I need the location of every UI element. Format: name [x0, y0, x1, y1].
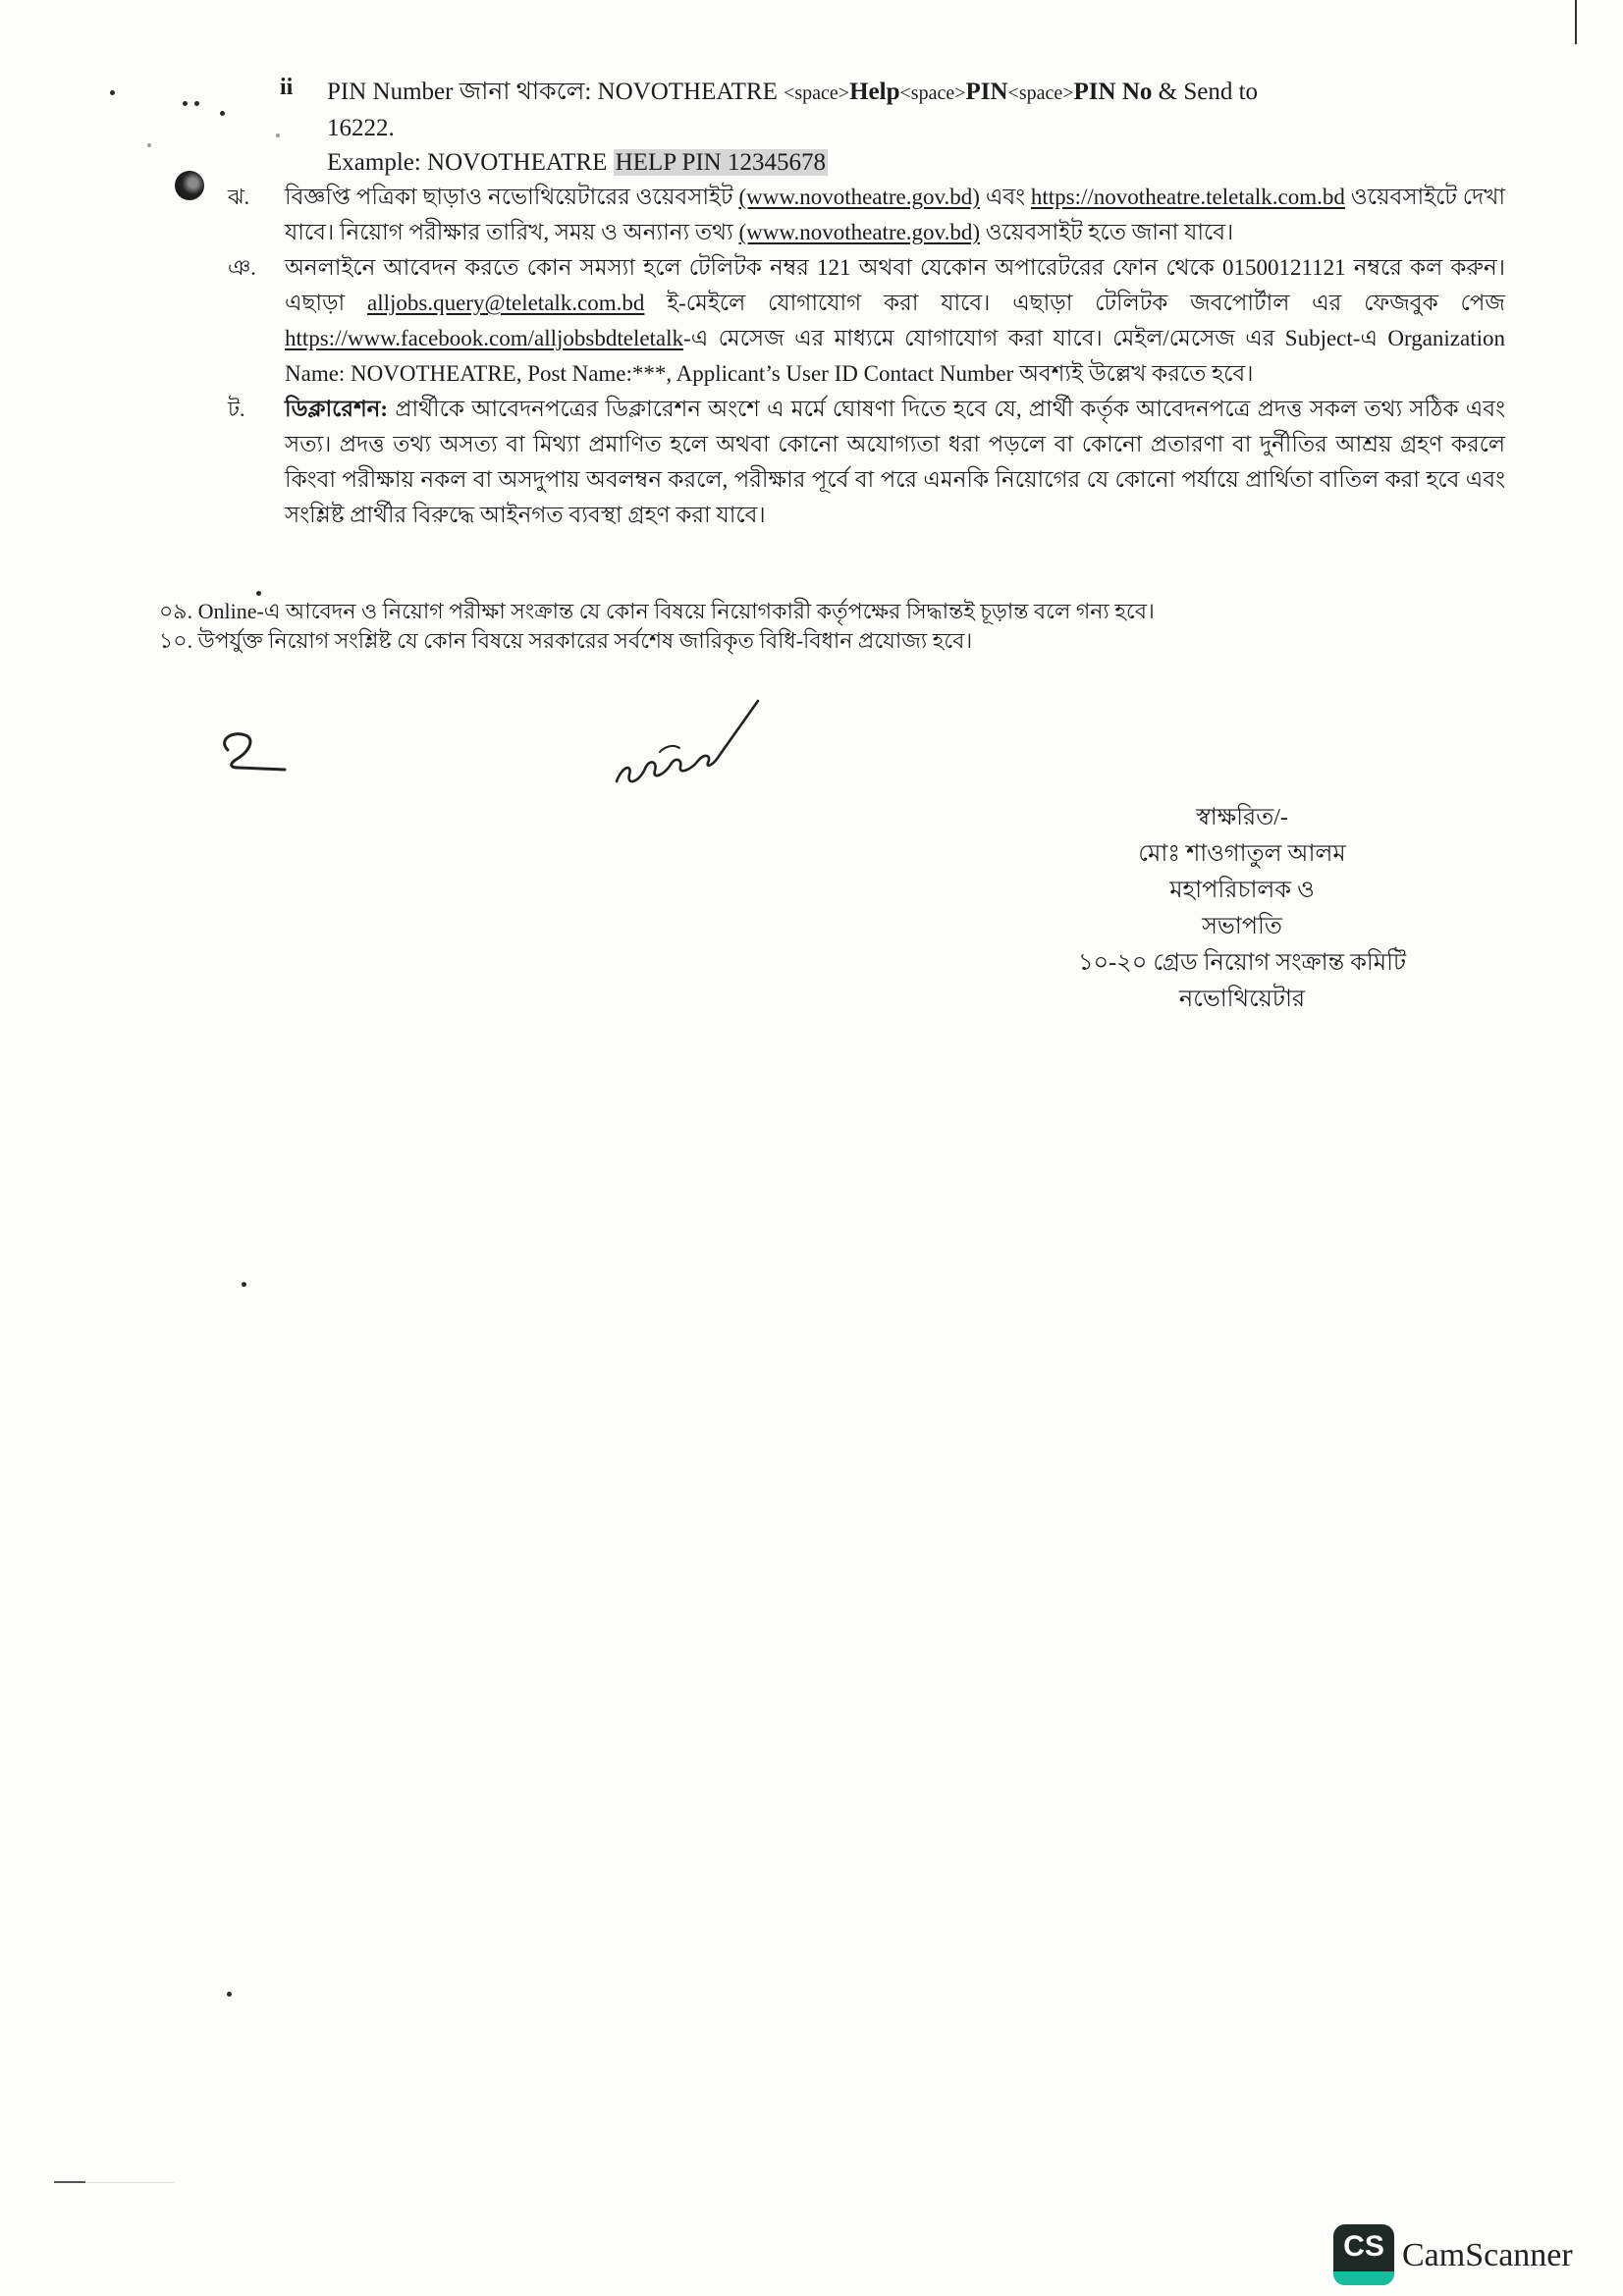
clause-text: বিজ্ঞপ্তি পত্রিকা ছাড়াও নভোথিয়েটারের ওয়েবসাইট — [285, 185, 739, 209]
pin-example-highlight: HELP PIN 12345678 — [615, 149, 826, 176]
clause-text: অনলাইনে আবেদন করতে কোন সমস্যা হলে টেলিটক নম্বর 121 অথবা যেকোন অপারেটরের ফোন থেকে 01500121121 নম্বরে কল করুন। এছাড়া — [285, 255, 1505, 315]
signature-area — [0, 656, 1623, 1048]
space-token: <space> — [784, 82, 850, 104]
section-number: ০৯. — [159, 599, 193, 623]
signatory-organization: নভোথিয়েটার — [1178, 987, 1306, 1012]
website-link: (www.novotheatre.gov.bd) — [738, 220, 980, 244]
scan-edge-line — [85, 2182, 174, 2183]
signatory-name: মোঃ শাওগাতুল আলম — [1138, 841, 1346, 867]
document-body — [0, 75, 1623, 1048]
clause-marker: ঞ. — [228, 255, 256, 280]
section-text: উপর্যুক্ত নিয়োগ সংশ্লিষ্ট যে কোন বিষয়ে সরকারের সর্বশেষ জারিকৃত বিধি-বিধান প্রযোজ্য হবে। — [192, 628, 973, 653]
signatory-block — [982, 800, 1502, 1018]
clause-ta — [228, 392, 1505, 533]
handwritten-signature — [609, 695, 766, 793]
camscanner-logo-letters: CS — [1343, 2230, 1384, 2263]
clause-marker: ট. — [228, 397, 245, 421]
clause-text: -এ মেসেজ এর মাধ্যমে যোগাযোগ করা যাবে। মেইল/মেসেজ এর Subject-এ Organization Name: NOVOTHEATRE, Post Name:***, Applicant’s User ID Contact Number অবশ্যই উল্লেখ করতে হবে। — [285, 326, 1505, 386]
sms-short-code: 16222. — [327, 115, 395, 141]
pin-example-line — [327, 145, 1497, 180]
declaration-label: ডিক্লারেশন: — [285, 397, 389, 421]
scan-speck — [242, 1282, 246, 1287]
facebook-link: https://www.facebook.com/alljobsbdteletalk — [285, 326, 684, 350]
camscanner-logo-strip — [1333, 2271, 1394, 2285]
camscanner-logo — [1333, 2224, 1394, 2285]
pin-keyword: PIN — [965, 79, 1008, 105]
section-text: Online-এ আবেদন ও নিয়োগ পরীক্ষা সংক্রান্ত যে কোন বিষয়ে নিয়োগকারী কর্তৃপক্ষের সিদ্ধান্তই চূড়ান্ত বলে গন্য হবে। — [192, 599, 1155, 623]
pin-sms-format-line — [327, 75, 1497, 111]
scan-edge-line — [54, 2181, 85, 2183]
clause-text: প্রার্থীকে আবেদনপত্রের ডিক্লারেশন অংশে এ মর্মে ঘোষণা দিতে হবে যে, প্রার্থী কর্তৃক আবেদনপত্রে প্রদত্ত সকল তথ্য সঠিক এবং সত্য। প্রদত্ত তথ্য অসত্য বা মিথ্যা প্রমাণিত হলে অথবা কোনো অযোগ্যতা ধরা পড়লে বা কোনো প্রতারণা বা দুর্নীতির আশ্রয় গ্রহণ করলে কিংবা পরীক্ষায় নকল বা অসদুপায় অবলম্বন করলে, পরীক্ষার পূর্বে বা পরে এমনকি নিয়োগের যে কোনো পর্যায়ে প্রার্থিতা বাতিল করা হবে এবং সংশ্লিষ্ট প্রার্থীর বিরুদ্ধে আইনগত ব্যবস্থা গ্রহণ করা যাবে। — [285, 397, 1505, 527]
pin-example-prefix: Example: NOVOTHEATRE — [327, 149, 614, 176]
section-number: ১০. — [159, 628, 193, 653]
clause-text: এবং — [979, 185, 1031, 209]
clause-jha — [228, 180, 1505, 250]
section-09 — [159, 597, 1514, 626]
scan-edge-line — [1575, 0, 1577, 44]
signatory-designation: মহাপরিচালক ও — [1169, 878, 1315, 903]
clause-text: ওয়েবসাইট হতে জানা যাবে। — [979, 220, 1234, 244]
pin-sms-prefix: PIN Number জানা থাকলে: NOVOTHEATRE — [327, 79, 784, 105]
email-address: alljobs.query@teletalk.com.bd — [366, 291, 645, 315]
pin-instruction-lines — [327, 75, 1497, 180]
handwritten-initial — [206, 726, 295, 780]
pin-instruction-marker: ii — [280, 75, 294, 100]
clause-marker: ঝ. — [228, 185, 250, 209]
signatory-role: সভাপতি — [1202, 914, 1282, 939]
help-keyword: Help — [849, 79, 900, 105]
pin-number-keyword: PIN No — [1073, 79, 1153, 105]
website-link: https://novotheatre.teletalk.com.bd — [1030, 185, 1345, 209]
section-10 — [159, 626, 1514, 656]
clause-nya — [228, 250, 1505, 392]
website-link: (www.novotheatre.gov.bd) — [738, 185, 980, 209]
pin-instruction — [280, 75, 1497, 180]
camscanner-brand-text: CamScanner — [1402, 2237, 1573, 2273]
clause-text: ওয়েবসাইটে দেখা যাবে। নিয়োগ পরীক্ষার তারিখ, সময় ও অন্যান্য তথ্য — [285, 185, 1505, 244]
send-to-text: & Send to — [1152, 79, 1259, 105]
space-token: <space> — [899, 82, 966, 104]
space-token: <space> — [1007, 82, 1074, 104]
scan-speck — [227, 1992, 232, 1997]
signatory-committee: ১০-২০ গ্রেড নিয়োগ সংক্রান্ত কমিটি — [1077, 950, 1407, 976]
clause-text: ই-মেইলে যোগাযোগ করা যাবে। এছাড়া টেলিটক জবপোর্টাল এর ফেজবুক পেজ — [644, 291, 1505, 315]
signed-marker: স্বাক্ষরিত/- — [1196, 805, 1288, 830]
